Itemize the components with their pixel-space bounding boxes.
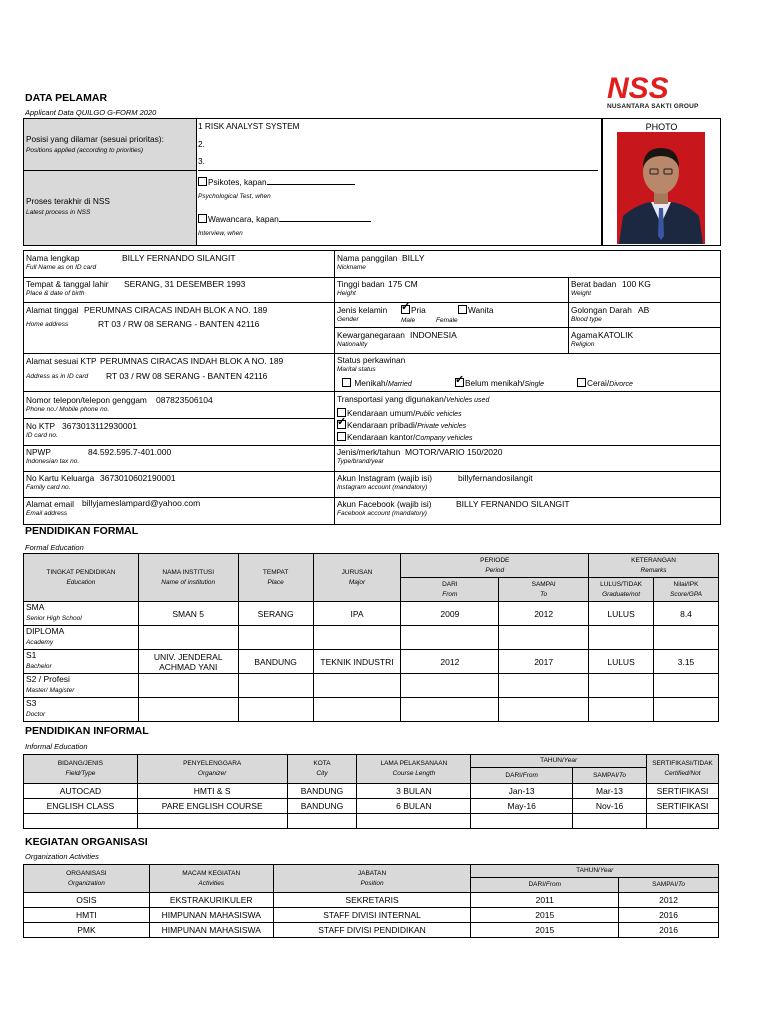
ktp-label: No KTP [26, 421, 56, 431]
cell-text: BIDANG/JENIS [57, 760, 103, 767]
table-cell[interactable]: 2017 [499, 650, 589, 674]
col-remarks [589, 554, 719, 578]
phone-sub: Phone no./ Mobile phone no. [26, 406, 110, 413]
cell-text: Organizer [197, 770, 227, 777]
table-cell[interactable] [138, 626, 238, 650]
table-cell[interactable]: 2012 [619, 893, 719, 908]
cell-text: PERIODE [480, 556, 510, 564]
kk-label: No Kartu Keluarga [26, 473, 95, 483]
table-cell[interactable] [589, 626, 654, 650]
transport-office-label: Kendaraan kantor/ [347, 432, 416, 442]
table-cell[interactable] [654, 626, 719, 650]
process-sub: Latest process in NSS [26, 209, 91, 216]
gender-label: Jenis kelamin [337, 305, 388, 315]
table-cell[interactable] [138, 674, 238, 698]
cell-text: SMA [26, 602, 45, 612]
process-label-cell [24, 171, 197, 245]
table-row [24, 626, 719, 650]
cell-text: S2 / Profesi [26, 674, 70, 684]
cell-text: SAMPAI [531, 580, 556, 588]
religion-sub: Religion [571, 341, 595, 348]
table-cell[interactable] [24, 814, 138, 829]
svg-text:NSS: NSS [607, 72, 669, 100]
table-cell[interactable]: 2012 [401, 650, 499, 674]
col-year [471, 755, 647, 768]
height-sub: Height [337, 290, 356, 297]
cell-text: TEMPAT [262, 568, 289, 576]
organization-table [23, 864, 719, 938]
table-cell[interactable]: OSIS [24, 893, 150, 908]
table-cell[interactable]: 2016 [619, 923, 719, 938]
vehicle-value[interactable]: MOTOR/VARIO 150/2020 [405, 447, 503, 457]
photo-box [602, 118, 721, 246]
birth-label: Tempat & tanggal lahir [26, 279, 109, 289]
table-cell[interactable]: BANDUNG [238, 650, 313, 674]
cell-text: Year [563, 757, 578, 764]
marital-single-label: Belum menikah/ [465, 378, 525, 388]
weight-sub: Weight [571, 290, 592, 297]
religion-value[interactable]: KATOLIK [598, 330, 634, 340]
facebook-label: Akun Facebook (wajib isi) [337, 499, 432, 509]
table-cell[interactable]: IPA [313, 602, 401, 626]
table-cell[interactable] [238, 674, 313, 698]
address-line2[interactable]: RT 03 / RW 08 SERANG - BANTEN 42116 [98, 319, 260, 329]
weight-value[interactable]: 100 KG [622, 279, 651, 289]
instagram-sub: Instagram account (mandatory) [337, 484, 428, 491]
table-cell[interactable]: EKSTRAKURIKULER [149, 893, 273, 908]
table-cell[interactable]: 8.4 [654, 602, 719, 626]
cell-text: Academy [26, 639, 54, 646]
cell-text: From [442, 590, 458, 598]
cell-text: TAHUN/ [540, 757, 564, 764]
psikotes-label: Psikotes, kapan [208, 177, 267, 187]
gender-male-checkbox[interactable]: ✓ [401, 301, 411, 314]
cell-text: SERTIFIKASI/TIDAK [652, 760, 713, 767]
cell-text: PENYELENGGARA [183, 760, 242, 767]
position-choice-1[interactable]: 1 RISK ANALYST SYSTEM [198, 121, 300, 131]
photo-label: PHOTO [645, 122, 678, 132]
gender-female-label: Wanita [468, 305, 494, 315]
instagram-value[interactable]: billyfernandosilangit [458, 473, 533, 483]
table-row [24, 674, 719, 698]
cell-text: From [545, 881, 561, 888]
col-year [471, 865, 719, 878]
transport-private-checkbox[interactable]: ✓ [337, 416, 347, 429]
nss-logo [607, 72, 717, 112]
npwp-label: NPWP [26, 447, 51, 457]
ktp-sub: ID card no. [26, 432, 58, 439]
cell-text: Nilai/IPK [673, 580, 699, 588]
table-cell [24, 650, 139, 674]
position-sub: Positions applied (according to priorities) [26, 147, 144, 154]
table-cell[interactable]: SERTIFIKASI [646, 784, 718, 799]
table-row [24, 923, 719, 938]
email-value[interactable]: billyjameslampard@yahoo.com [82, 498, 201, 508]
facebook-sub: Facebook account (mandatory) [337, 510, 427, 517]
table-row [24, 799, 719, 814]
nickname-value[interactable]: BILLY [402, 253, 425, 263]
table-cell[interactable]: PMK [24, 923, 150, 938]
col-score [654, 578, 719, 602]
address-sub: Home address [26, 321, 69, 328]
cell-text: From [522, 771, 538, 779]
marital-single-sub: Single [524, 381, 544, 388]
table-row [24, 698, 719, 722]
religion-label: Agama [571, 330, 598, 340]
cell-text: Course Length [392, 770, 436, 777]
cell-text: ORGANISASI [66, 869, 107, 877]
table-cell[interactable]: STAFF DIVISI INTERNAL [273, 908, 471, 923]
col-position [273, 865, 471, 893]
psikotes-sub: Psychological Test, when [198, 193, 271, 200]
transport-label-it: Vehicles used [446, 397, 490, 404]
cell-text: To [678, 881, 685, 888]
transport-label: Transportasi yang digunakan/ [337, 394, 447, 404]
table-cell[interactable] [654, 698, 719, 722]
facebook-value[interactable]: BILLY FERNANDO SILANGIT [456, 499, 570, 509]
informal-education-table [23, 754, 719, 829]
formal-education-subtitle: Formal Education [25, 543, 84, 552]
marital-married-label: Menikah/ [354, 378, 388, 388]
table-cell[interactable] [499, 674, 589, 698]
table-cell[interactable]: SEKRETARIS [273, 893, 471, 908]
cell-text: Organization [67, 879, 105, 887]
table-cell[interactable] [313, 698, 401, 722]
col-graduate [589, 578, 654, 602]
psikotes-checkbox[interactable] [198, 177, 207, 186]
address-line1[interactable]: PERUMNAS CIRACAS INDAH BLOK A NO. 189 [84, 305, 268, 315]
ktp-address-line2[interactable]: RT 03 / RW 08 SERANG - BANTEN 42116 [106, 371, 268, 381]
col-to [499, 578, 589, 602]
informal-education-title: PENDIDIKAN INFORMAL [25, 725, 149, 737]
application-block [23, 118, 602, 246]
table-cell[interactable]: Nov-16 [573, 799, 647, 814]
cell-text: KOTA [313, 760, 331, 767]
process-values [198, 171, 598, 245]
position-label: Posisi yang dilamar (sesuai prioritas): [26, 134, 164, 144]
table-row [24, 814, 719, 829]
marital-label: Status perkawinan [337, 355, 406, 365]
marital-married-checkbox[interactable] [342, 378, 351, 387]
table-cell[interactable]: HMTI & S [137, 784, 287, 799]
table-cell[interactable] [137, 814, 287, 829]
gender-male-label: Pria [411, 305, 426, 315]
cell-text: Year [599, 867, 614, 874]
table-row [24, 602, 719, 626]
cell-text: To [540, 590, 548, 598]
table-cell[interactable]: 2009 [401, 602, 499, 626]
cell-text: KETERANGAN [631, 556, 676, 564]
npwp-value[interactable]: 84.592.595.7-401.000 [88, 447, 172, 457]
cell-text: Activities [198, 879, 225, 887]
cell-text: Senior High School [26, 615, 82, 622]
table-cell[interactable] [654, 674, 719, 698]
cell-text: TAHUN/ [576, 867, 600, 874]
table-cell[interactable]: BANDUNG [287, 799, 357, 814]
ktp-address-line1[interactable]: PERUMNAS CIRACAS INDAH BLOK A NO. 189 [100, 356, 284, 366]
marital-sub: Marital status [337, 366, 376, 373]
phone-label: Nomor telepon/telepon genggam [26, 395, 147, 405]
table-cell[interactable]: Mar-13 [573, 784, 647, 799]
cell-text: Field/Type [65, 770, 96, 777]
cell-text: JURUSAN [341, 568, 373, 576]
nationality-sub: Nationality [337, 341, 368, 348]
table-cell[interactable]: LULUS [589, 602, 654, 626]
table-cell[interactable] [589, 674, 654, 698]
page-title: DATA PELAMAR [25, 92, 108, 104]
wawancara-date-field[interactable] [279, 221, 371, 222]
col-length [357, 755, 471, 784]
table-cell[interactable]: 3.15 [654, 650, 719, 674]
table-cell[interactable]: May-16 [471, 799, 573, 814]
cell-text: Remarks [640, 566, 667, 574]
table-cell[interactable] [238, 698, 313, 722]
cell-text: Place [267, 578, 284, 586]
cell-text: DIPLOMA [26, 626, 65, 636]
wawancara-checkbox[interactable] [198, 214, 207, 223]
cell-text: Doctor [26, 711, 46, 718]
blood-value[interactable]: AB [638, 305, 650, 315]
col-institution [138, 554, 238, 602]
email-label: Alamat email [26, 499, 74, 509]
col-place [238, 554, 313, 602]
transport-private-label: Kendaraan pribadi/ [347, 420, 418, 430]
table-cell[interactable]: 2015 [471, 923, 619, 938]
table-cell[interactable]: 2015 [471, 908, 619, 923]
col-city [287, 755, 357, 784]
table-cell[interactable]: Jan-13 [471, 784, 573, 799]
table-cell[interactable] [499, 626, 589, 650]
weight-label: Berat badan [571, 279, 617, 289]
marital-divorced-label: Cerai/ [587, 378, 610, 388]
nickname-sub: Nickname [337, 264, 366, 271]
address-label: Alamat tinggal [26, 305, 79, 315]
col-organizer [137, 755, 287, 784]
applicant-photo [617, 132, 705, 244]
ktp-address-sub: Address as in ID card [26, 373, 89, 380]
col-from [471, 768, 573, 784]
table-cell [24, 602, 139, 626]
kk-value[interactable]: 3673010602190001 [100, 473, 176, 483]
table-cell[interactable] [313, 674, 401, 698]
cell-text: Education [66, 578, 96, 586]
table-cell[interactable]: SMAN 5 [138, 602, 238, 626]
table-cell[interactable]: HIMPUNAN MAHASISWA [149, 908, 273, 923]
nationality-value[interactable]: INDONESIA [410, 330, 457, 340]
table-cell[interactable]: 2016 [619, 908, 719, 923]
fullname-value[interactable]: BILLY FERNANDO SILANGIT [122, 253, 236, 263]
table-cell[interactable]: 2011 [471, 893, 619, 908]
cell-text: NAMA INSTITUSI [162, 568, 215, 576]
process-label: Proses terakhir di NSS [26, 196, 110, 206]
cell-text: DARI/ [505, 771, 523, 779]
phone-value[interactable]: 087823506104 [156, 395, 213, 405]
position-choice-3[interactable]: 3. [198, 156, 205, 166]
table-row [24, 893, 719, 908]
table-cell[interactable] [589, 698, 654, 722]
table-cell[interactable] [401, 698, 499, 722]
col-organization [24, 865, 150, 893]
table-cell[interactable]: 6 BULAN [357, 799, 471, 814]
cell-text: Score/GPA [669, 590, 703, 598]
table-cell[interactable]: AUTOCAD [24, 784, 138, 799]
nss-logo-mark [607, 72, 717, 100]
page-subtitle: Applicant Data QUILGO G-FORM 2020 [25, 108, 157, 117]
col-certified [646, 755, 718, 784]
table-cell[interactable]: STAFF DIVISI PENDIDIKAN [273, 923, 471, 938]
table-row [24, 784, 719, 799]
email-sub: Email address [26, 510, 68, 517]
cell-text: Master/ Magister [26, 687, 75, 694]
table-cell[interactable]: SERTIFIKASI [646, 799, 718, 814]
formal-education-table [23, 553, 719, 722]
blood-sub: Blood type [571, 316, 602, 323]
kk-sub: Family card no. [26, 484, 71, 491]
col-from [471, 878, 619, 893]
cell-text: DARI/ [528, 881, 546, 888]
col-activities [149, 865, 273, 893]
logo-caption: NUSANTARA SAKTI GROUP [607, 103, 699, 110]
cell-text: City [316, 770, 328, 777]
cell-text: Period [485, 566, 505, 574]
psikotes-date-field[interactable] [267, 184, 355, 185]
col-field [24, 755, 138, 784]
height-label: Tinggi badan [337, 279, 385, 289]
cell-text: LULUS/TIDAK [600, 580, 642, 588]
organization-title: KEGIATAN ORGANISASI [25, 836, 148, 848]
ktp-value[interactable]: 3673013112930001 [62, 421, 138, 431]
table-cell[interactable] [573, 814, 647, 829]
table-cell [24, 698, 139, 722]
table-cell[interactable]: HIMPUNAN MAHASISWA [149, 923, 273, 938]
cell-text: S3 [26, 698, 37, 708]
cell-text: Graduate/not [602, 590, 641, 598]
cell-text: MACAM KEGIATAN [182, 869, 241, 877]
transport-office-checkbox[interactable] [337, 432, 346, 441]
nationality-label: Kewarganegaraan [337, 330, 405, 340]
gender-male-sub: Male [401, 317, 416, 324]
table-cell[interactable]: 2012 [499, 602, 589, 626]
fullname-label: Nama lengkap [26, 253, 80, 263]
nickname-label: Nama panggilan [337, 253, 398, 263]
table-cell[interactable]: UNIV. JENDERAL ACHMAD YANI [138, 650, 238, 674]
cell-text: Name of institution [161, 578, 216, 586]
table-row [24, 908, 719, 923]
position-values [198, 119, 598, 171]
birth-sub: Place & date of birth [26, 290, 85, 297]
col-period [401, 554, 589, 578]
table-cell[interactable]: ENGLISH CLASS [24, 799, 138, 814]
gender-female-sub: Female [436, 317, 458, 324]
table-cell [24, 626, 139, 650]
table-cell[interactable] [401, 674, 499, 698]
table-cell[interactable] [313, 626, 401, 650]
birth-value[interactable]: SERANG, 31 DESEMBER 1993 [124, 279, 246, 289]
transport-public-it: Public vehicles [415, 411, 462, 418]
table-row [24, 650, 719, 674]
table-cell[interactable]: PARE ENGLISH COURSE [137, 799, 287, 814]
cell-text: Bachelor [26, 663, 52, 670]
ktp-address-label: Alamat sesuai KTP [26, 356, 97, 366]
col-to [619, 878, 719, 893]
instagram-label: Akun Instagram (wajib isi) [337, 473, 432, 483]
vehicle-label: Jenis/merk/tahun [337, 447, 401, 457]
col-major [313, 554, 401, 602]
cell-text: TINGKAT PENDIDIKAN [46, 568, 116, 576]
height-value[interactable]: 175 CM [388, 279, 418, 289]
marital-single-checkbox[interactable]: ✓ [455, 374, 465, 387]
table-cell[interactable] [499, 698, 589, 722]
gender-female-checkbox[interactable] [458, 305, 467, 314]
table-cell[interactable] [471, 814, 573, 829]
table-cell[interactable]: HMTI [24, 908, 150, 923]
personal-data-block [23, 250, 721, 525]
table-cell[interactable]: BANDUNG [287, 784, 357, 799]
table-cell[interactable]: 3 BULAN [357, 784, 471, 799]
col-from [401, 578, 499, 602]
blood-label: Golongan Darah [571, 305, 632, 315]
marital-divorced-checkbox[interactable] [577, 378, 586, 387]
cell-text: SAMPAI/ [593, 771, 619, 779]
transport-office-it: Company vehicles [415, 435, 473, 442]
informal-education-subtitle: Informal Education [25, 742, 88, 751]
organization-subtitle: Organization Activities [25, 852, 99, 861]
marital-divorced-sub: Divorce [609, 381, 633, 388]
cell-text: Position [360, 879, 384, 887]
transport-private-it: Private vehicles [417, 423, 467, 430]
table-cell[interactable] [138, 698, 238, 722]
position-label-cell [24, 119, 197, 171]
marital-married-sub: Married [387, 381, 412, 388]
table-cell[interactable] [401, 626, 499, 650]
wawancara-sub: Interview, when [198, 230, 243, 237]
cell-text: Certified/Not [664, 770, 701, 777]
cell-text: LAMA PELAKSANAAN [380, 760, 448, 767]
table-cell[interactable] [287, 814, 357, 829]
transport-public-label: Kendaraan umum/ [347, 408, 416, 418]
cell-text: SAMPAI/ [652, 881, 678, 888]
cell-text: To [618, 771, 626, 779]
formal-education-title: PENDIDIKAN FORMAL [25, 525, 139, 537]
col-level [24, 554, 139, 602]
table-cell [24, 674, 139, 698]
position-choice-2[interactable]: 2. [198, 139, 205, 149]
col-to [573, 768, 647, 784]
table-cell[interactable]: LULUS [589, 650, 654, 674]
npwp-sub: Indonesian tax no. [26, 458, 80, 465]
table-cell[interactable] [357, 814, 471, 829]
table-cell[interactable] [646, 814, 718, 829]
gender-sub: Gender [337, 316, 359, 323]
cell-text: S1 [26, 650, 37, 660]
cell-text: JABATAN [357, 869, 387, 877]
wawancara-label: Wawancara, kapan [208, 214, 279, 224]
cell-text: Major [348, 578, 366, 586]
fullname-sub: Full Name as on ID card [26, 264, 97, 271]
table-cell[interactable]: SERANG [238, 602, 313, 626]
table-cell[interactable] [238, 626, 313, 650]
cell-text: DARI [442, 580, 458, 588]
vehicle-sub: Type/brand/year [337, 458, 384, 465]
table-cell[interactable]: TEKNIK INDUSTRI [313, 650, 401, 674]
